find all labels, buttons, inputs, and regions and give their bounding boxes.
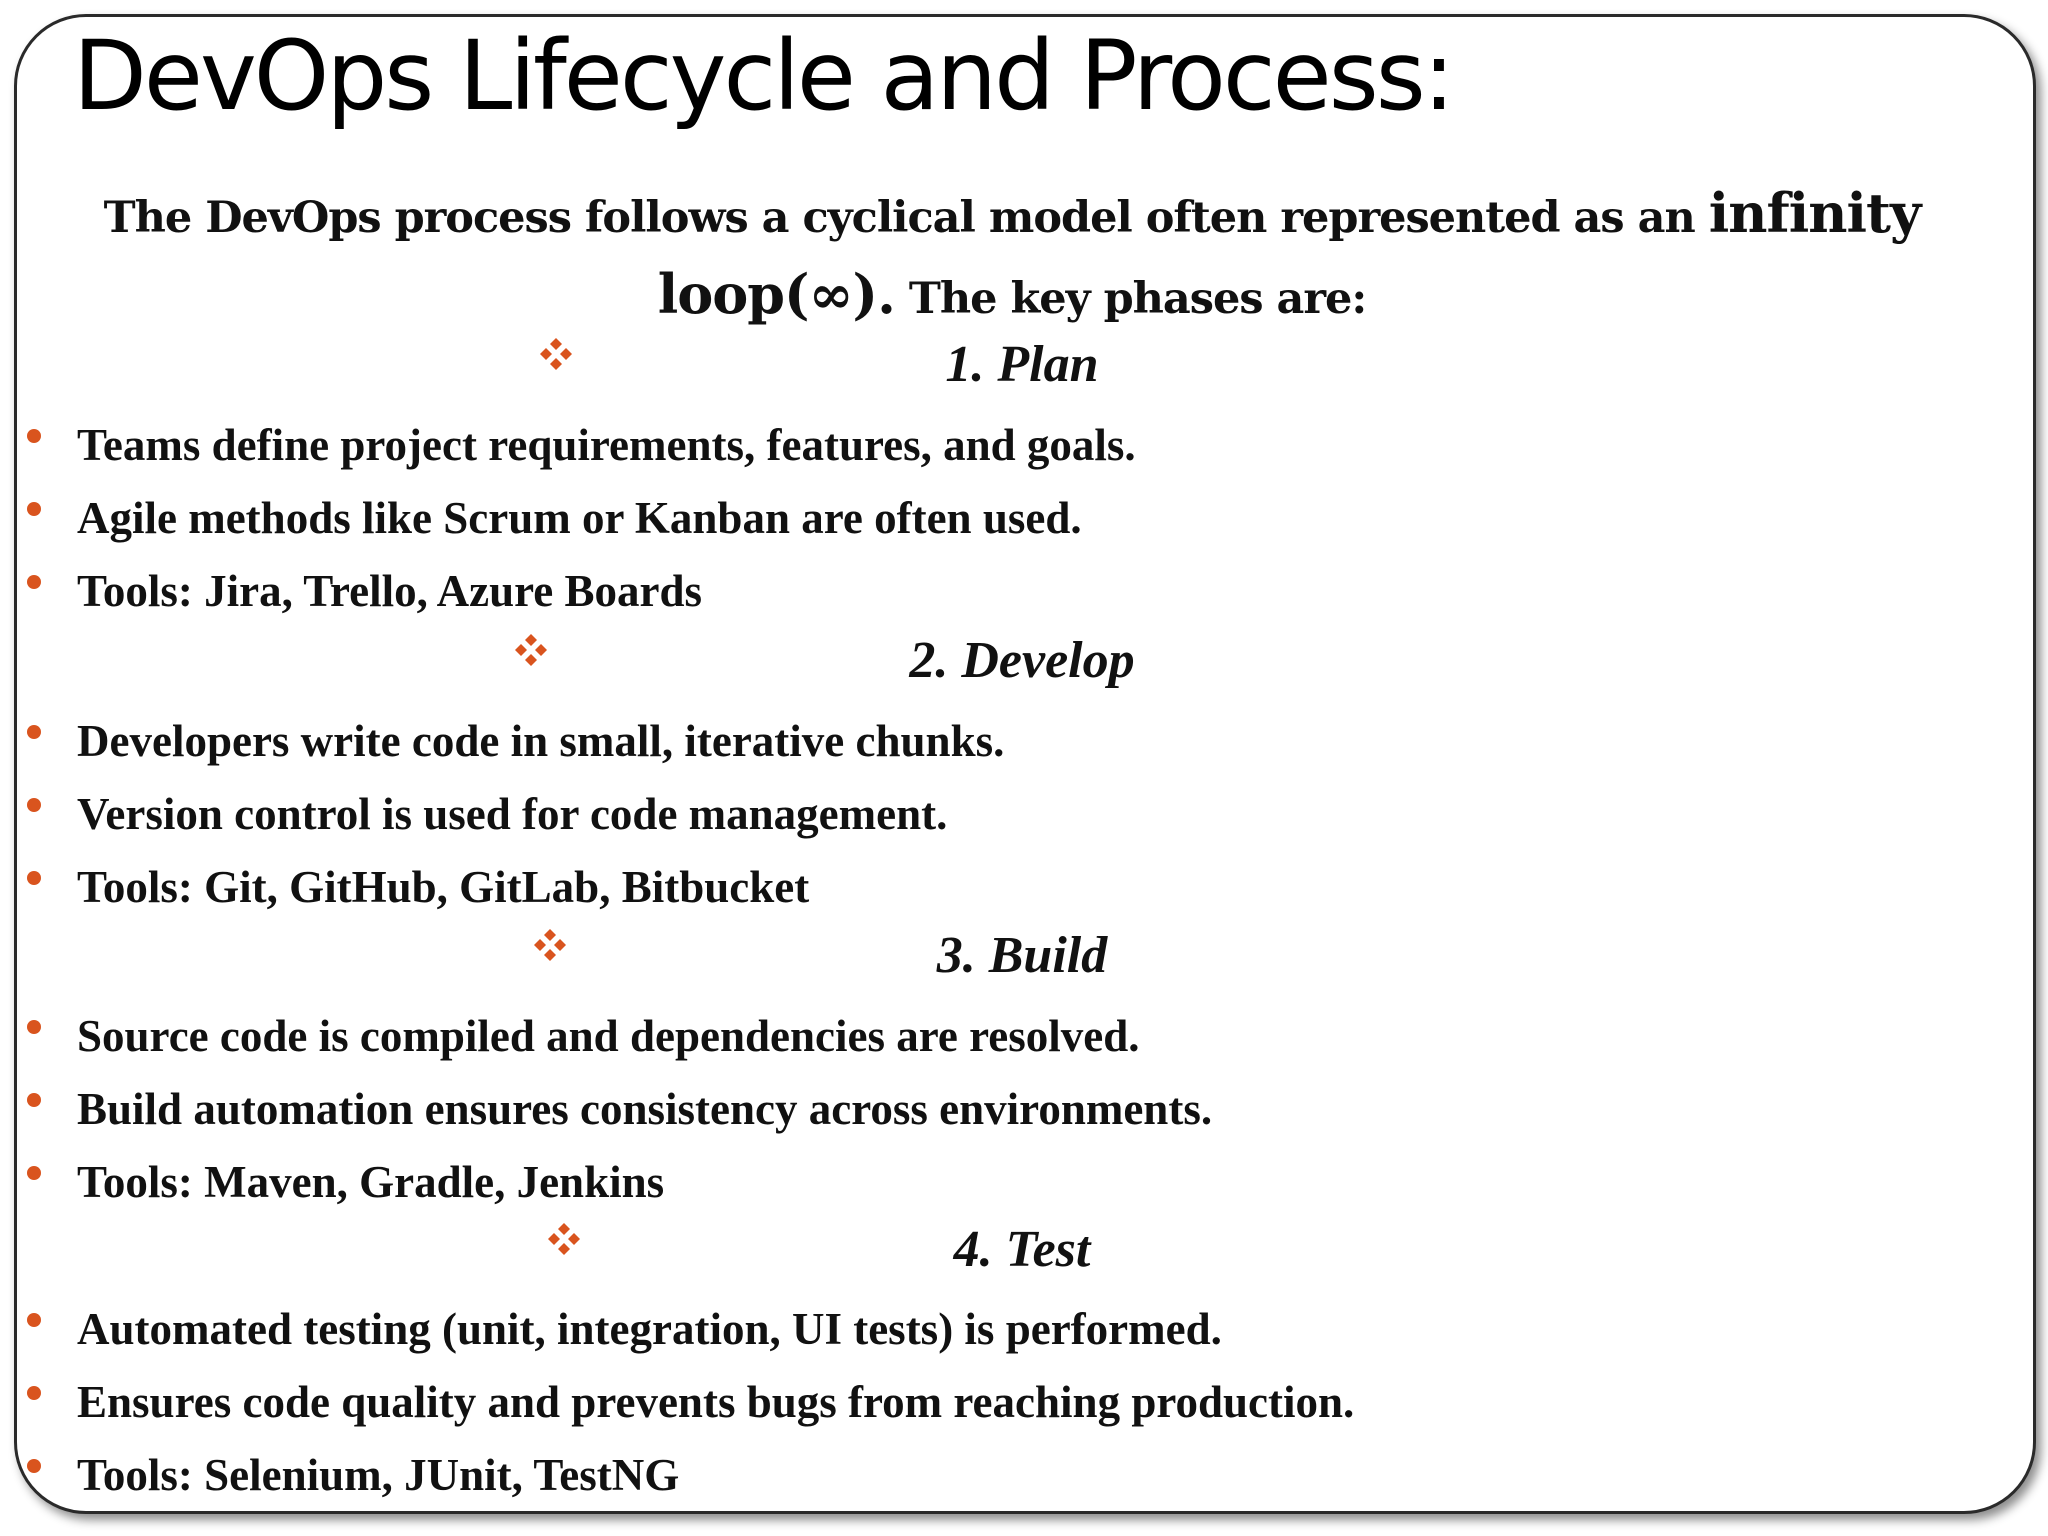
intro-text-part2: The key phases are:	[894, 274, 1367, 324]
list-item	[17, 1146, 2036, 1219]
intro-paragraph	[97, 175, 1927, 337]
list-item	[17, 778, 2036, 851]
bullet-list-test	[17, 1293, 2036, 1512]
list-item	[17, 1366, 2036, 1439]
list-item	[17, 851, 2036, 924]
round-bullet-icon	[27, 429, 41, 443]
slide-frame	[14, 14, 2036, 1514]
list-item	[17, 1293, 2036, 1366]
list-item-text: Teams define project requirements, features, and goals.	[77, 420, 1136, 470]
list-item-text: Developers write code in small, iterative chunks.	[77, 716, 1005, 766]
slide-title: DevOps Lifecycle and Process:	[73, 20, 1453, 132]
list-item-text: Tools: Selenium, JUnit, TestNG	[77, 1450, 680, 1500]
list-item	[17, 482, 2036, 555]
phase-title: 1. Plan	[945, 336, 1099, 393]
list-item-text: Tools: Maven, Gradle, Jenkins	[77, 1157, 665, 1207]
round-bullet-icon	[27, 1093, 41, 1107]
round-bullet-icon	[27, 575, 41, 589]
list-item-text: Ensures code quality and prevents bugs from reaching production.	[77, 1377, 1355, 1427]
phase-title: 3. Build	[936, 927, 1108, 984]
round-bullet-icon	[27, 1386, 41, 1400]
list-item-text: Tools: Jira, Trello, Azure Boards	[77, 566, 703, 616]
list-item	[17, 705, 2036, 778]
intro-text-part1: The DevOps process follows a cyclical model often represented as an	[103, 193, 1709, 243]
bullet-list-develop	[17, 705, 2036, 924]
bullet-list-build	[17, 1000, 2036, 1219]
intro-emphasis: infinity loop(∞).	[657, 181, 1921, 326]
list-item	[17, 1439, 2036, 1512]
phase-heading-test	[17, 1214, 2036, 1286]
list-item-text: Tools: Git, GitHub, GitLab, Bitbucket	[77, 862, 810, 912]
phase-heading-plan	[17, 329, 2036, 401]
list-item-text: Agile methods like Scrum or Kanban are often used.	[77, 493, 1082, 543]
list-item	[17, 555, 2036, 628]
list-item-text: Automated testing (unit, integration, UI tests) is performed.	[77, 1304, 1222, 1354]
list-item-text: Version control is used for code management.	[77, 789, 948, 839]
round-bullet-icon	[27, 502, 41, 516]
phase-title: 2. Develop	[909, 632, 1135, 689]
phase-heading-build	[17, 920, 2036, 992]
round-bullet-icon	[27, 725, 41, 739]
list-item	[17, 1000, 2036, 1073]
list-item-text: Build automation ensures consistency across environments.	[77, 1084, 1213, 1134]
round-bullet-icon	[27, 1020, 41, 1034]
round-bullet-icon	[27, 1313, 41, 1327]
list-item-text: Source code is compiled and dependencies are resolved.	[77, 1011, 1140, 1061]
phase-heading-develop	[17, 625, 2036, 697]
phase-title: 4. Test	[953, 1221, 1091, 1278]
list-item	[17, 1073, 2036, 1146]
round-bullet-icon	[27, 871, 41, 885]
round-bullet-icon	[27, 1166, 41, 1180]
list-item	[17, 409, 2036, 482]
round-bullet-icon	[27, 798, 41, 812]
round-bullet-icon	[27, 1459, 41, 1473]
bullet-list-plan	[17, 409, 2036, 628]
